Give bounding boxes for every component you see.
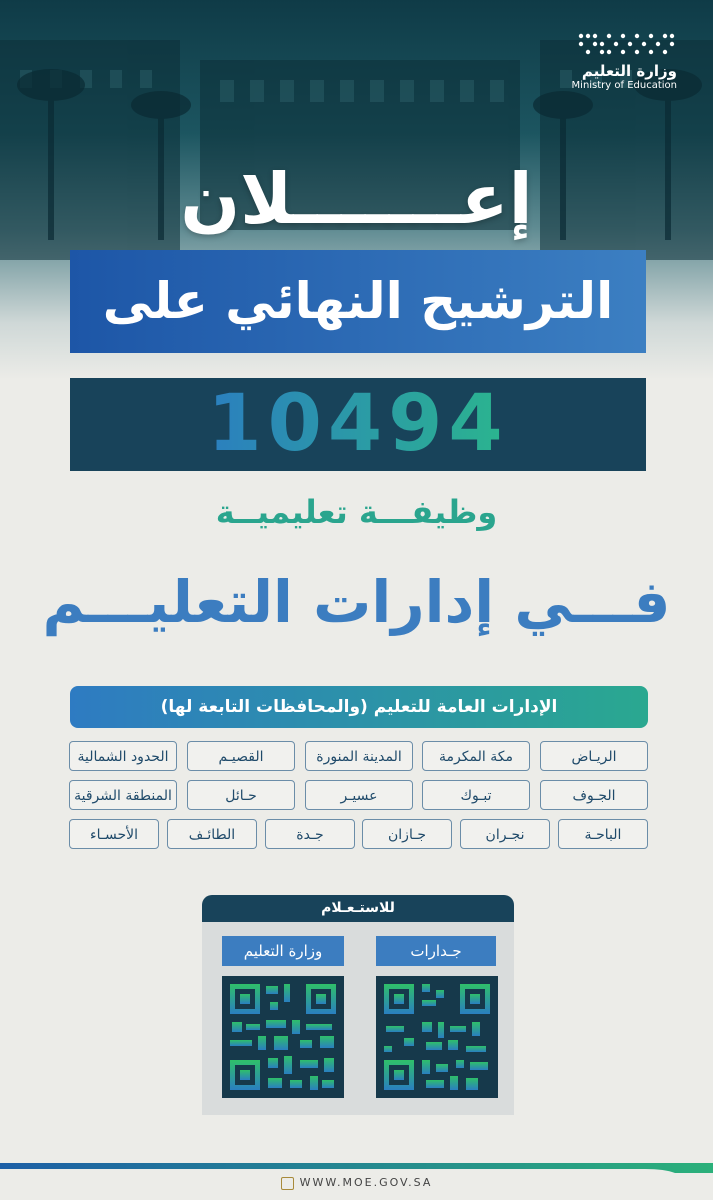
moe-emblem-icon [281, 1177, 294, 1190]
logo-arabic-text: وزارة التعليم [581, 62, 677, 80]
region-cell: عسيـر [305, 780, 413, 810]
region-cell: حـائل [187, 780, 295, 810]
logo-dots-icon [577, 30, 677, 60]
region-cell: المنطقة الشرقية [69, 780, 177, 810]
region-cell: الريـاض [540, 741, 648, 771]
regions-header: الإدارات العامة للتعليم (والمحافظات التابعة لها) [70, 686, 648, 728]
region-cell: الباحـة [558, 819, 648, 849]
vacancy-count: 10494 [207, 379, 509, 469]
subtitle-jobs: وظيفـــة تعليميــة [215, 493, 498, 531]
region-cell: القصيـم [187, 741, 295, 771]
qr-code-jadarat-icon[interactable] [376, 976, 498, 1098]
footer-url[interactable] [0, 1176, 713, 1190]
region-cell: تبـوك [422, 780, 530, 810]
subtitle-departments: فـــي إدارات التعليـــم [42, 568, 671, 636]
qr-label-jadarat: جـدارات [376, 936, 496, 966]
region-cell: نجـران [460, 819, 550, 849]
ministry-logo [537, 30, 677, 92]
region-cell: جـازان [362, 819, 452, 849]
qr-label-ministry: وزارة التعليم [222, 936, 344, 966]
footer-url-text[interactable]: WWW.MOE.GOV.SA [299, 1176, 433, 1189]
headline-band: الترشيح النهائي على [70, 250, 646, 353]
region-cell: المدينة المنورة [305, 741, 413, 771]
qr-code-ministry-icon[interactable] [222, 976, 344, 1098]
region-cell: جـدة [265, 819, 355, 849]
region-cell: الحدود الشمالية [69, 741, 177, 771]
enquiry-title: للاستـعـلام [202, 895, 514, 922]
logo-english-text: Ministry of Education [571, 80, 677, 91]
count-band [70, 378, 646, 471]
region-cell: الطائـف [167, 819, 257, 849]
announcement-title: إعـــــــلان [180, 158, 533, 240]
region-cell: مكة المكرمة [422, 741, 530, 771]
region-cell: الأحسـاء [69, 819, 159, 849]
enquiry-panel [202, 895, 514, 1115]
region-cell: الجـوف [540, 780, 648, 810]
